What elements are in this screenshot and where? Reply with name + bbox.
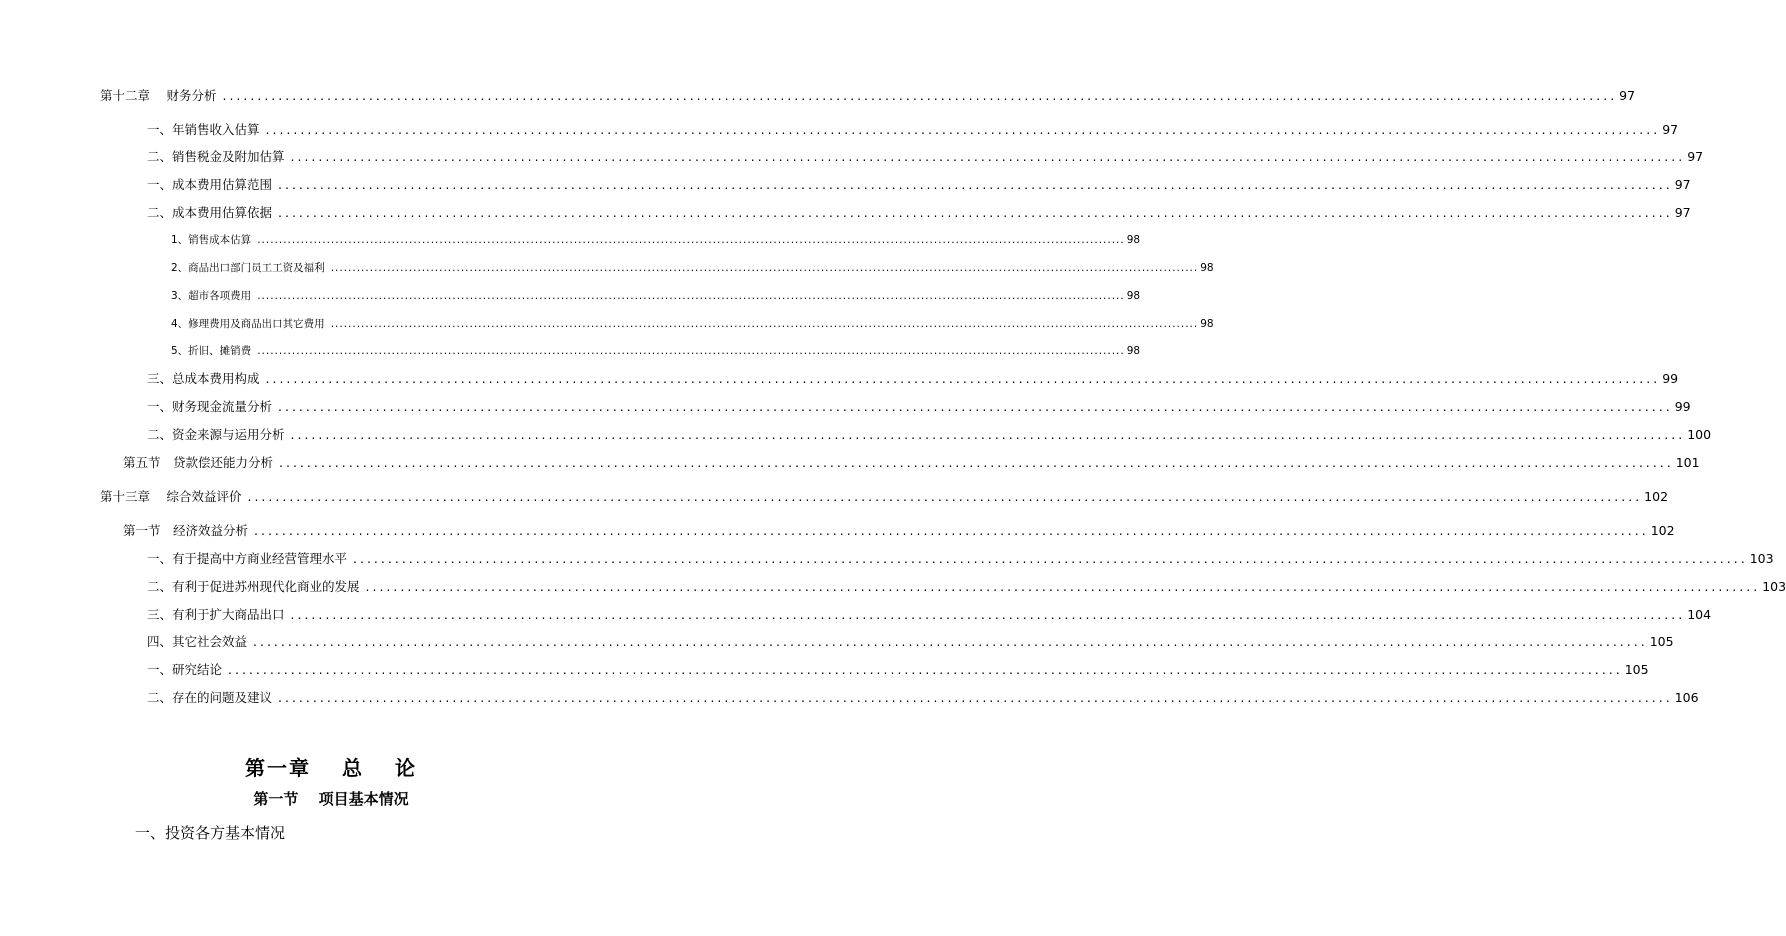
toc-entry[interactable] xyxy=(171,260,1214,276)
toc-entry-page-number: 97 xyxy=(1674,205,1691,220)
toc-entry-page-number: 97 xyxy=(1662,122,1679,137)
toc-entry-label: 第一节 经济效益分析 xyxy=(123,523,249,538)
toc-entry[interactable] xyxy=(147,371,1679,387)
toc-entry[interactable] xyxy=(171,288,1141,304)
toc-entry-label: 二、有利于促进苏州现代化商业的发展 xyxy=(147,579,360,594)
toc-entry[interactable] xyxy=(171,343,1141,359)
toc-entry-label: 第五节 贷款偿还能力分析 xyxy=(123,455,274,470)
toc-dot-leader: ........................................................................................................................................................................................................ xyxy=(253,634,1648,649)
toc-entry-page-number: 97 xyxy=(1619,88,1636,103)
sub-heading: 一、投资各方基本情况 xyxy=(135,824,286,842)
toc-dot-leader: ........................................................................................................................................................................................................ xyxy=(228,662,1623,677)
toc-entry-label: 4、修理费用及商品出口其它费用 xyxy=(171,318,325,330)
toc-entry-label: 3、超市各项费用 xyxy=(171,290,252,302)
toc-entry[interactable] xyxy=(123,523,1675,539)
toc-entry-label: 三、总成本费用构成 xyxy=(147,371,260,386)
toc-entry-page-number: 102 xyxy=(1644,489,1669,504)
toc-entry[interactable] xyxy=(147,690,1699,706)
toc-entry[interactable] xyxy=(123,455,1700,471)
toc-entry-label: 第十三章 综合效益评价 xyxy=(100,489,242,504)
toc-entry-label: 第十二章 财务分析 xyxy=(100,88,217,103)
toc-entry[interactable] xyxy=(147,149,1704,165)
toc-dot-leader: ........................................................................................................................................................................................................ xyxy=(247,489,1643,504)
toc-dot-leader: ........................................................................................................................................................................................................ xyxy=(290,149,1686,164)
toc-dot-leader: ........................................................................................................................................................................................................ xyxy=(257,345,1125,357)
toc-entry-page-number: 100 xyxy=(1687,427,1712,442)
toc-entry-label: 一、研究结论 xyxy=(147,662,223,677)
toc-entry-page-number: 98 xyxy=(1200,262,1214,274)
toc-dot-leader: ........................................................................................................................................................................................................ xyxy=(290,607,1686,622)
toc-entry-label: 三、有利于扩大商品出口 xyxy=(147,607,285,622)
toc-entry-label: 二、资金来源与运用分析 xyxy=(147,427,285,442)
toc-entry-label: 一、成本费用估算范围 xyxy=(147,177,273,192)
toc-entry-page-number: 99 xyxy=(1662,371,1679,386)
toc-dot-leader: ........................................................................................................................................................................................................ xyxy=(257,234,1125,246)
toc-entry[interactable] xyxy=(147,122,1679,138)
toc-entry-label: 一、有于提高中方商业经营管理水平 xyxy=(147,551,348,566)
toc-entry[interactable] xyxy=(147,427,1712,443)
toc-dot-leader: ........................................................................................................................................................................................................ xyxy=(279,455,1674,470)
toc-entry-page-number: 103 xyxy=(1762,579,1786,594)
toc-entry[interactable] xyxy=(147,579,1786,595)
toc-dot-leader: ........................................................................................................................................................................................................ xyxy=(278,205,1673,220)
toc-entry-page-number: 105 xyxy=(1624,662,1649,677)
section-heading: 第一节 项目基本情况 xyxy=(253,790,409,808)
toc-entry-page-number: 99 xyxy=(1674,399,1691,414)
toc-entry[interactable] xyxy=(147,662,1649,678)
toc-dot-leader: ........................................................................................................................................................................................................ xyxy=(278,690,1673,705)
toc-entry-page-number: 97 xyxy=(1674,177,1691,192)
toc-dot-leader: ........................................................................................................................................................................................................ xyxy=(290,427,1686,442)
toc-dot-leader: ........................................................................................................................................................................................................ xyxy=(265,371,1661,386)
toc-entry-label: 二、存在的问题及建议 xyxy=(147,690,273,705)
toc-dot-leader: ........................................................................................................................................................................................................ xyxy=(222,88,1618,103)
toc-entry-page-number: 102 xyxy=(1650,523,1675,538)
toc-entry-page-number: 98 xyxy=(1126,345,1141,357)
toc-dot-leader: ........................................................................................................................................................................................................ xyxy=(330,318,1199,330)
toc-entry-page-number: 104 xyxy=(1687,607,1712,622)
toc-entry-page-number: 105 xyxy=(1649,634,1674,649)
toc-entry[interactable] xyxy=(147,607,1712,623)
toc-entry[interactable] xyxy=(100,88,1636,104)
toc-entry-label: 一、财务现金流量分析 xyxy=(147,399,273,414)
toc-entry-label: 二、成本费用估算依据 xyxy=(147,205,273,220)
toc-dot-leader: ........................................................................................................................................................................................................ xyxy=(278,177,1673,192)
toc-entry-page-number: 103 xyxy=(1749,551,1774,566)
toc-entry[interactable] xyxy=(147,177,1691,193)
toc-entry[interactable] xyxy=(171,316,1214,332)
toc-entry-label: 2、商品出口部门员工工资及福利 xyxy=(171,262,325,274)
toc-entry[interactable] xyxy=(147,205,1691,221)
toc-entry-page-number: 101 xyxy=(1675,455,1700,470)
toc-entry-label: 5、折旧、摊销费 xyxy=(171,345,252,357)
toc-entry-page-number: 106 xyxy=(1674,690,1699,705)
toc-entry-label: 二、销售税金及附加估算 xyxy=(147,149,285,164)
toc-entry[interactable] xyxy=(147,551,1774,567)
toc-entry-label: 一、年销售收入估算 xyxy=(147,122,260,137)
toc-entry[interactable] xyxy=(171,232,1141,248)
toc-dot-leader: ........................................................................................................................................................................................................ xyxy=(330,262,1199,274)
toc-entry[interactable] xyxy=(147,634,1674,650)
toc-entry-label: 1、销售成本估算 xyxy=(171,234,252,246)
toc-entry-page-number: 98 xyxy=(1200,318,1214,330)
toc-entry-page-number: 97 xyxy=(1687,149,1704,164)
toc-dot-leader: ........................................................................................................................................................................................................ xyxy=(353,551,1748,566)
toc-entry[interactable] xyxy=(147,399,1691,415)
toc-entry-page-number: 98 xyxy=(1126,234,1141,246)
toc-dot-leader: ........................................................................................................................................................................................................ xyxy=(278,399,1673,414)
toc-dot-leader: ........................................................................................................................................................................................................ xyxy=(365,579,1761,594)
toc-dot-leader: ........................................................................................................................................................................................................ xyxy=(254,523,1649,538)
chapter-heading: 第一章 总 论 xyxy=(245,756,417,780)
toc-entry-label: 四、其它社会效益 xyxy=(147,634,248,649)
toc-dot-leader: ........................................................................................................................................................................................................ xyxy=(265,122,1661,137)
toc-dot-leader: ........................................................................................................................................................................................................ xyxy=(257,290,1125,302)
toc-entry-page-number: 98 xyxy=(1126,290,1141,302)
toc-entry[interactable] xyxy=(100,489,1669,505)
